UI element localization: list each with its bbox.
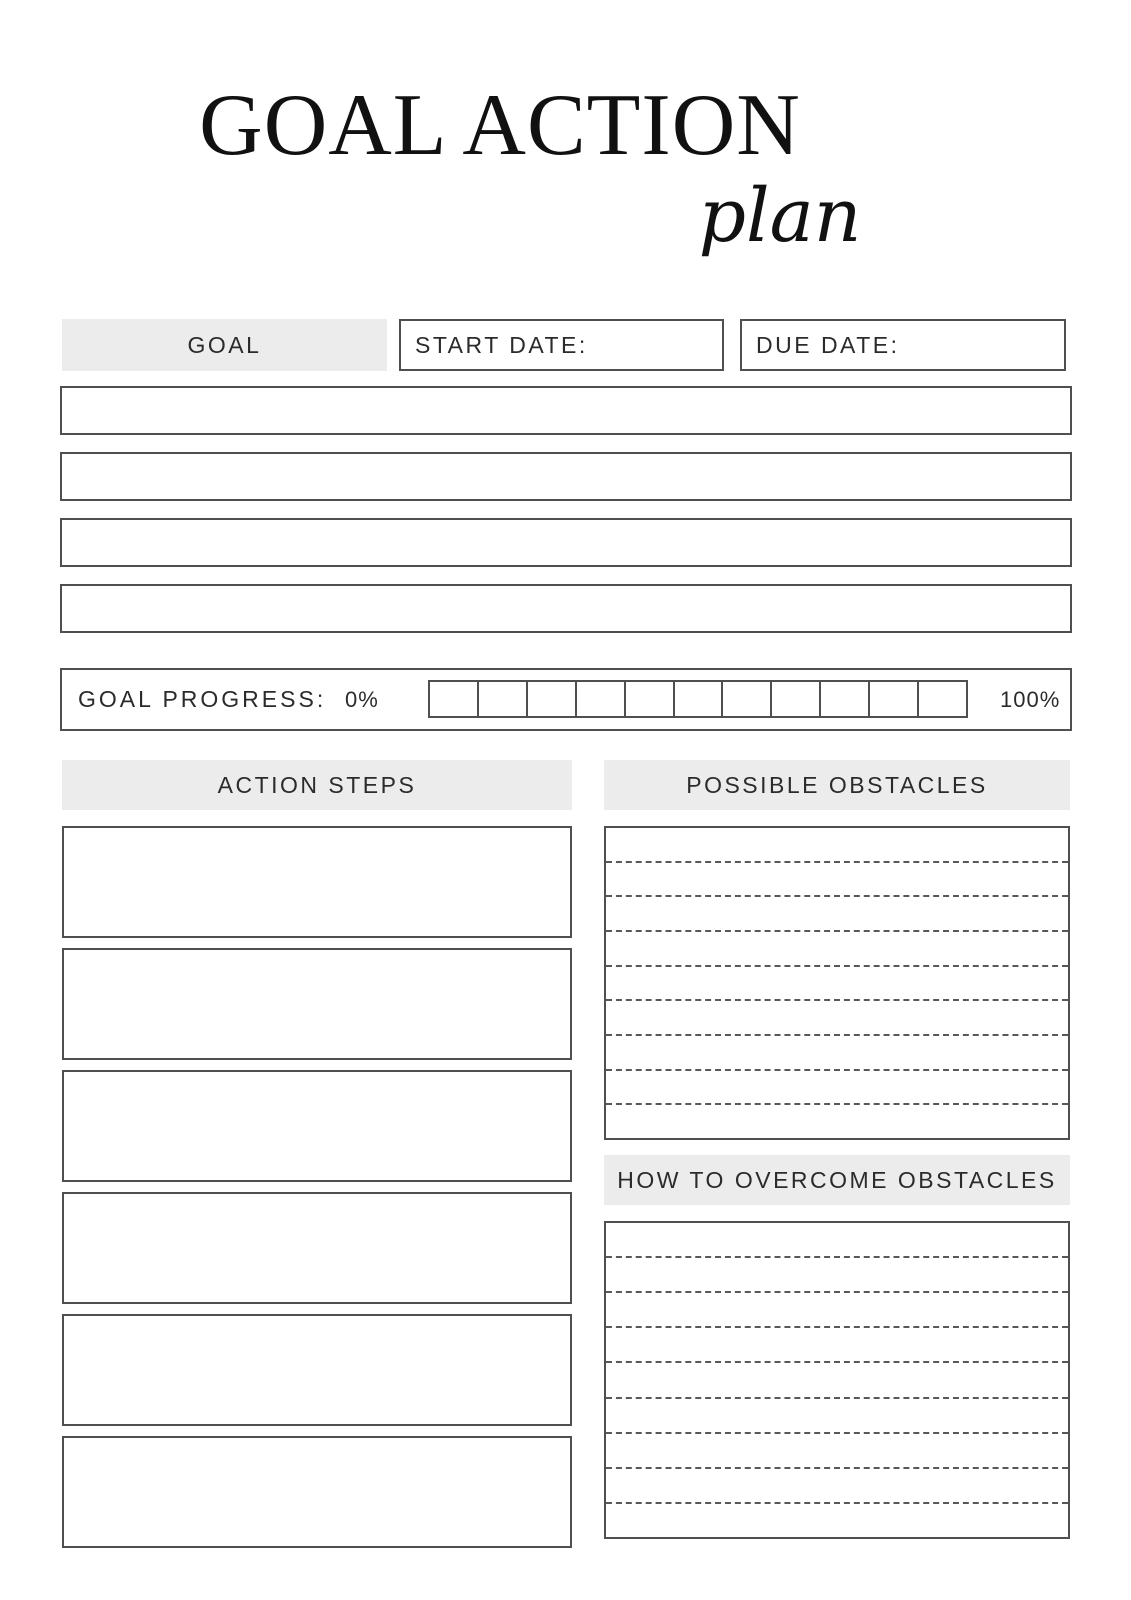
progress-cell[interactable] — [770, 682, 819, 716]
writing-line[interactable] — [606, 1434, 1068, 1469]
overcome-obstacles-header-text: HOW TO OVERCOME OBSTACLES — [617, 1166, 1057, 1193]
writing-line[interactable] — [606, 897, 1068, 932]
action-steps-header — [62, 760, 572, 810]
progress-cell[interactable] — [526, 682, 575, 716]
progress-tracker — [428, 680, 968, 718]
start-date-label: START DATE: — [415, 331, 588, 358]
action-steps-list — [62, 826, 572, 1558]
goal-write-box[interactable] — [60, 386, 1072, 435]
progress-min-label: 0% — [345, 686, 379, 712]
possible-obstacles-header-text: POSSIBLE OBSTACLES — [686, 771, 988, 798]
goal-progress-section — [60, 668, 1072, 731]
progress-cell[interactable] — [819, 682, 868, 716]
writing-line[interactable] — [606, 1469, 1068, 1504]
due-date-field[interactable] — [740, 319, 1066, 371]
action-steps-header-text: ACTION STEPS — [217, 771, 417, 798]
progress-cell[interactable] — [917, 682, 966, 716]
goal-progress-label: GOAL PROGRESS: — [78, 686, 327, 712]
progress-cell[interactable] — [575, 682, 624, 716]
writing-line[interactable] — [606, 1105, 1068, 1138]
progress-cell[interactable] — [477, 682, 526, 716]
writing-line[interactable] — [606, 1258, 1068, 1293]
action-step-box[interactable] — [62, 1192, 572, 1304]
goal-label-text: GOAL — [187, 331, 262, 358]
writing-line[interactable] — [606, 1399, 1068, 1434]
action-step-box[interactable] — [62, 1436, 572, 1548]
overcome-obstacles-header — [604, 1155, 1070, 1205]
due-date-label: DUE DATE: — [756, 331, 900, 358]
action-step-box[interactable] — [62, 948, 572, 1060]
overcome-obstacles-area[interactable] — [604, 1221, 1070, 1539]
start-date-field[interactable] — [399, 319, 724, 371]
progress-cell[interactable] — [673, 682, 722, 716]
goal-write-box[interactable] — [60, 452, 1072, 501]
goal-writing-lines — [60, 386, 1072, 650]
writing-line[interactable] — [606, 863, 1068, 898]
goal-write-box[interactable] — [60, 518, 1072, 567]
writing-line[interactable] — [606, 1223, 1068, 1258]
page-title-script: plan — [698, 173, 862, 259]
writing-line[interactable] — [606, 1001, 1068, 1036]
goal-section-label — [62, 319, 387, 371]
action-step-box[interactable] — [62, 826, 572, 938]
page-title: GOAL ACTION — [199, 77, 801, 174]
writing-line[interactable] — [606, 828, 1068, 863]
writing-line[interactable] — [606, 1293, 1068, 1328]
writing-line[interactable] — [606, 967, 1068, 1002]
possible-obstacles-area[interactable] — [604, 826, 1070, 1140]
action-step-box[interactable] — [62, 1070, 572, 1182]
writing-line[interactable] — [606, 1036, 1068, 1071]
progress-cell[interactable] — [430, 682, 477, 716]
progress-cell[interactable] — [721, 682, 770, 716]
possible-obstacles-header — [604, 760, 1070, 810]
writing-line[interactable] — [606, 1328, 1068, 1363]
goal-write-box[interactable] — [60, 584, 1072, 633]
progress-cell[interactable] — [624, 682, 673, 716]
progress-max-label: 100% — [1000, 686, 1061, 712]
writing-line[interactable] — [606, 1071, 1068, 1106]
writing-line[interactable] — [606, 1504, 1068, 1537]
writing-line[interactable] — [606, 1363, 1068, 1398]
action-step-box[interactable] — [62, 1314, 572, 1426]
writing-line[interactable] — [606, 932, 1068, 967]
progress-cell[interactable] — [868, 682, 917, 716]
